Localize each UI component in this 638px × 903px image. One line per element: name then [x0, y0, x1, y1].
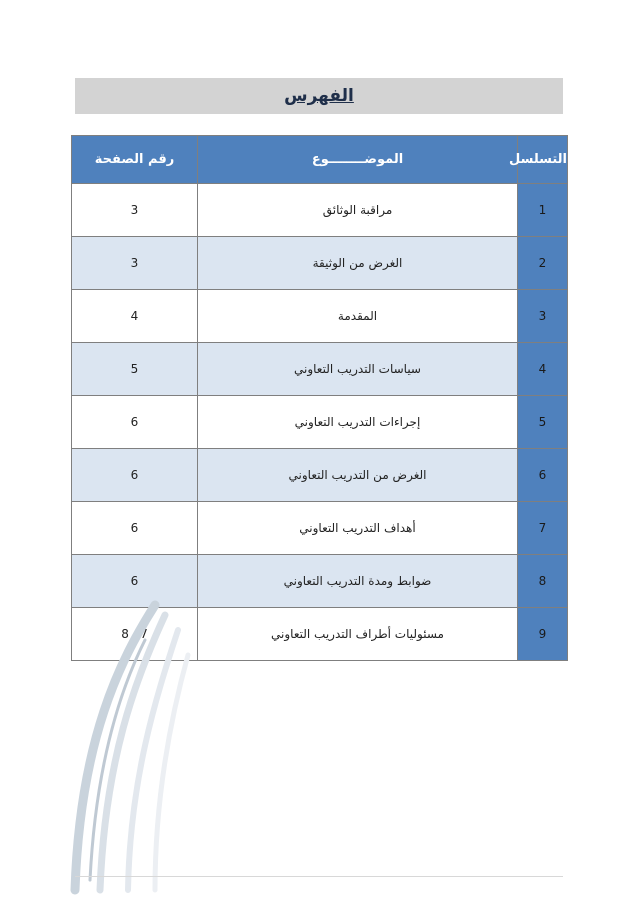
row-topic: المقدمة [198, 290, 518, 343]
row-topic: الغرض من التدريب التعاوني [198, 449, 518, 502]
row-serial: 1 [518, 184, 568, 237]
table-row [72, 343, 568, 396]
toc-header-row [72, 136, 568, 184]
row-topic: مسئوليات أطراف التدريب التعاوني [198, 608, 518, 661]
row-serial: 8 [518, 555, 568, 608]
footer-divider [75, 876, 563, 877]
row-topic: سياسات التدريب التعاوني [198, 343, 518, 396]
page-title: الفهرس [284, 86, 354, 106]
toc-table [71, 135, 568, 661]
row-page: 6 [72, 555, 198, 608]
row-page: 7 ـ 8 [72, 608, 198, 661]
row-serial: 4 [518, 343, 568, 396]
table-row [72, 608, 568, 661]
row-page: 6 [72, 449, 198, 502]
row-serial: 6 [518, 449, 568, 502]
row-page: 5 [72, 343, 198, 396]
table-row [72, 449, 568, 502]
table-row [72, 555, 568, 608]
table-row [72, 502, 568, 555]
header-topic: الموضــــــــوع [198, 136, 518, 184]
row-serial: 3 [518, 290, 568, 343]
row-page: 6 [72, 502, 198, 555]
row-topic: الغرض من الوثيقة [198, 237, 518, 290]
row-page: 6 [72, 396, 198, 449]
row-topic: إجراءات التدريب التعاوني [198, 396, 518, 449]
table-row [72, 184, 568, 237]
row-page: 4 [72, 290, 198, 343]
table-row [72, 396, 568, 449]
row-serial: 9 [518, 608, 568, 661]
row-topic: مراقبة الوثائق [198, 184, 518, 237]
title-bar [75, 78, 563, 114]
header-page: رقم الصفحة [72, 136, 198, 184]
row-topic: أهداف التدريب التعاوني [198, 502, 518, 555]
row-serial: 7 [518, 502, 568, 555]
row-serial: 2 [518, 237, 568, 290]
row-page: 3 [72, 184, 198, 237]
header-serial: التسلسل [518, 136, 568, 184]
table-row [72, 237, 568, 290]
row-serial: 5 [518, 396, 568, 449]
table-row [72, 290, 568, 343]
row-page: 3 [72, 237, 198, 290]
row-topic: ضوابط ومدة التدريب التعاوني [198, 555, 518, 608]
